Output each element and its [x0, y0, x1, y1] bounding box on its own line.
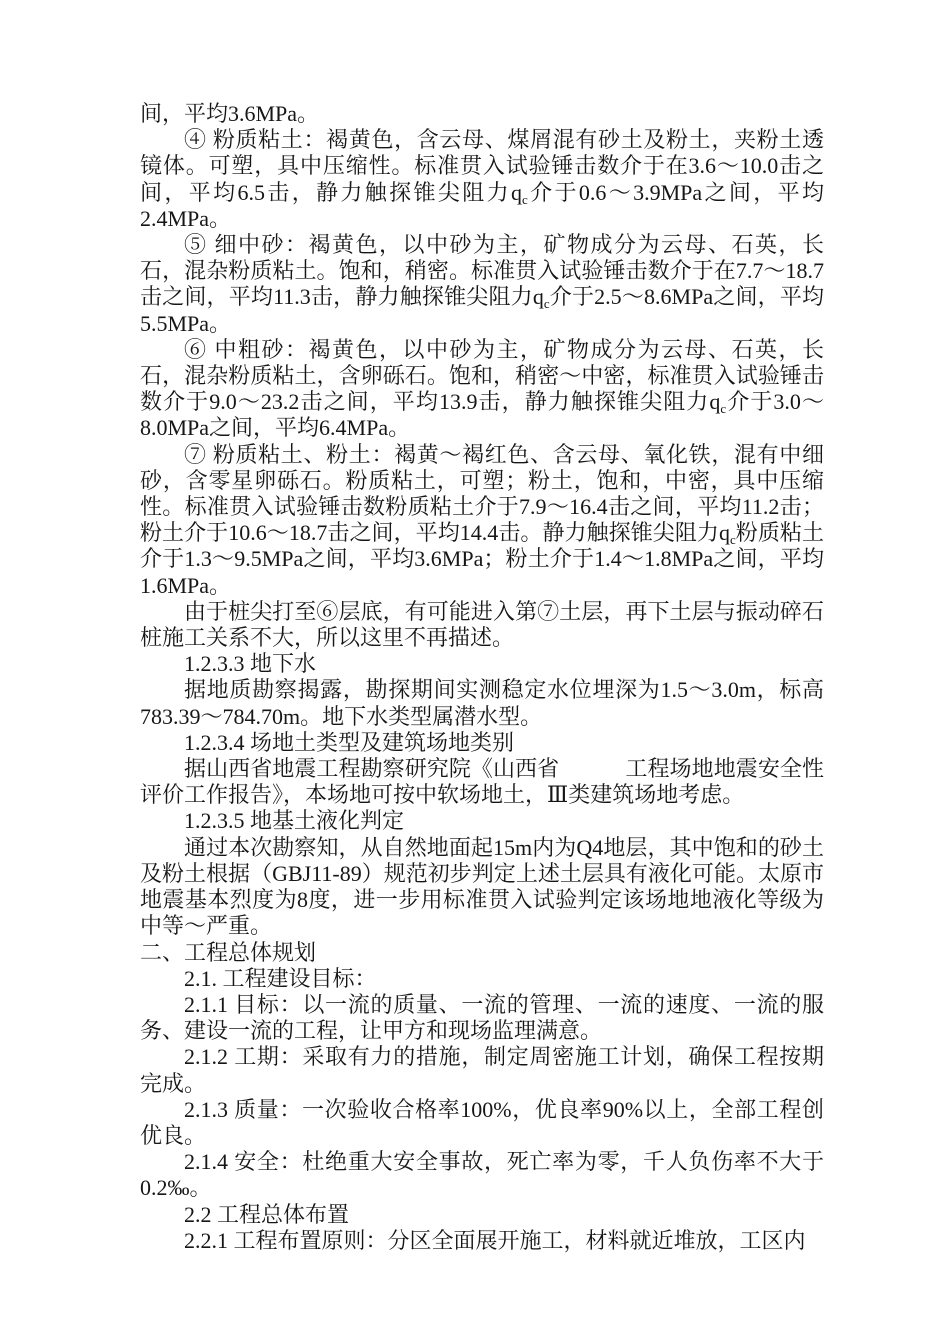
paragraph	[140, 992, 824, 1044]
paragraph	[140, 1149, 824, 1201]
paragraph-text: 介于2.5～8.6MPa之间，平均5.5MPa。	[140, 284, 825, 336]
paragraph-text: ⑤ 细中砂：褐黄色，以中砂为主，矿物成分为云母、石英，长石，混杂粉质粘土。饱和，稍密。标准贯入试验锤击数介于在7.7～18.7击之间，平均11.3击，静力触探锥尖阻力q	[140, 232, 824, 310]
paragraph	[140, 1044, 824, 1096]
paragraph	[140, 127, 824, 232]
paragraph	[140, 966, 824, 992]
paragraph	[140, 101, 824, 127]
subscript-text: c	[729, 532, 736, 548]
paragraph	[140, 1228, 824, 1254]
paragraph-text: 1.2.3.4 场地土类型及建筑场地类别	[184, 729, 515, 755]
paragraph-text: 由于桩尖打至⑥层底，有可能进入第⑦土层，再下土层与振动碎石桩施工关系不大，所以这里不再描述。	[140, 598, 824, 651]
paragraph-text: ④ 粉质粘土：褐黄色，含云母、煤屑混有砂土及粉土，夹粉土透镜体。可塑，具中压缩性。标准贯入试验锤击数介于在3.6～10.0击之间，平均6.5击，静力触探锥尖阻力q	[140, 127, 824, 205]
paragraph	[140, 599, 824, 651]
paragraph-text: 2.1.4 安全：杜绝重大安全事故，死亡率为零，千人负伤率不大于0.2‰。	[140, 1149, 824, 1201]
paragraph	[140, 337, 824, 442]
paragraph-text: 1.2.3.5 地基土液化判定	[184, 808, 405, 834]
paragraph-text: 据山西省地震工程勘察研究院《山西省 工程场地地震安全性评价工作报告》，本场地可按中软场地土，Ⅲ类建筑场地考虑。	[140, 756, 824, 808]
paragraph-text: 2.1. 工程建设目标：	[184, 965, 377, 991]
paragraph-text: 粉质粘土介于1.3～9.5MPa之间，平均3.6MPa；粉土介于1.4～1.8MPa之间，平均1.6MPa。	[140, 520, 824, 598]
paragraph-text: 2.2.1 工程布置原则：分区全面展开施工，材料就近堆放，工区内	[184, 1227, 806, 1253]
paragraph-text: 据地质勘察揭露，勘探期间实测稳定水位埋深为1.5～3.0m，标高783.39～784.70m。地下水类型属潜水型。	[140, 677, 824, 729]
paragraph-text: 介于0.6～3.9MPa之间，平均2.4MPa。	[140, 179, 824, 231]
paragraph	[140, 808, 824, 834]
paragraph-text: 1.2.3.3 地下水	[184, 651, 317, 677]
paragraph-text: ⑥ 中粗砂：褐黄色，以中砂为主，矿物成分为云母、石英，长石，混杂粉质粘土，含卵砾石。饱和，稍密～中密，标准贯入试验锤击数介于9.0～23.2击之间，平均13.9击，静力触探锥尖阻力q	[140, 336, 824, 415]
paragraph	[140, 940, 824, 966]
paragraph	[140, 1202, 824, 1228]
paragraph-text: 二、工程总体规划	[140, 939, 317, 965]
paragraph	[140, 1097, 824, 1149]
paragraph-text: 2.2 工程总体布置	[184, 1201, 350, 1227]
subscript-text: c	[720, 401, 727, 417]
paragraph	[140, 651, 824, 677]
paragraph	[140, 232, 824, 337]
paragraph-text: 2.1.3 质量：一次验收合格率100%，优良率90%以上，全部工程创优良。	[140, 1096, 824, 1148]
paragraph-text: 2.1.2 工期：采取有力的措施，制定周密施工计划，确保工程按期完成。	[140, 1044, 824, 1096]
document-body	[140, 101, 824, 1254]
paragraph	[140, 677, 824, 729]
paragraph	[140, 835, 824, 940]
paragraph-text: 2.1.1 目标：以一流的质量、一流的管理、一流的速度、一流的服务、建设一流的工程，让甲方和现场监理满意。	[140, 991, 824, 1044]
paragraph-text: 间，平均3.6MPa。	[140, 101, 320, 126]
paragraph	[140, 756, 824, 808]
paragraph	[140, 442, 824, 599]
paragraph	[140, 730, 824, 756]
paragraph-text: ⑦ 粉质粘土、粉土：褐黄～褐红色、含云母、氧化铁，混有中细砂，含零星卵砾石。粉质粘土，可塑；粉土，饱和，中密，具中压缩性。标准贯入试验锤击数粉质粘土介于7.9～16.4击之间，平均11.2击；粉土介于10.6～18.7击之间，平均14.4击。静力触探锥尖阻力q	[140, 441, 824, 546]
subscript-text: c	[522, 191, 528, 207]
paragraph-text: 介于3.0～8.0MPa之间，平均6.4MPa。	[140, 389, 824, 441]
subscript-text: c	[543, 296, 550, 312]
paragraph-text: 通过本次勘察知，从自然地面起15m内为Q4地层，其中饱和的砂土及粉土根据（GBJ11-89）规范初步判定上述土层具有液化可能。太原市地震基本烈度为8度，进一步用标准贯入试验判定该场地地液化等级为中等～严重。	[140, 834, 824, 939]
